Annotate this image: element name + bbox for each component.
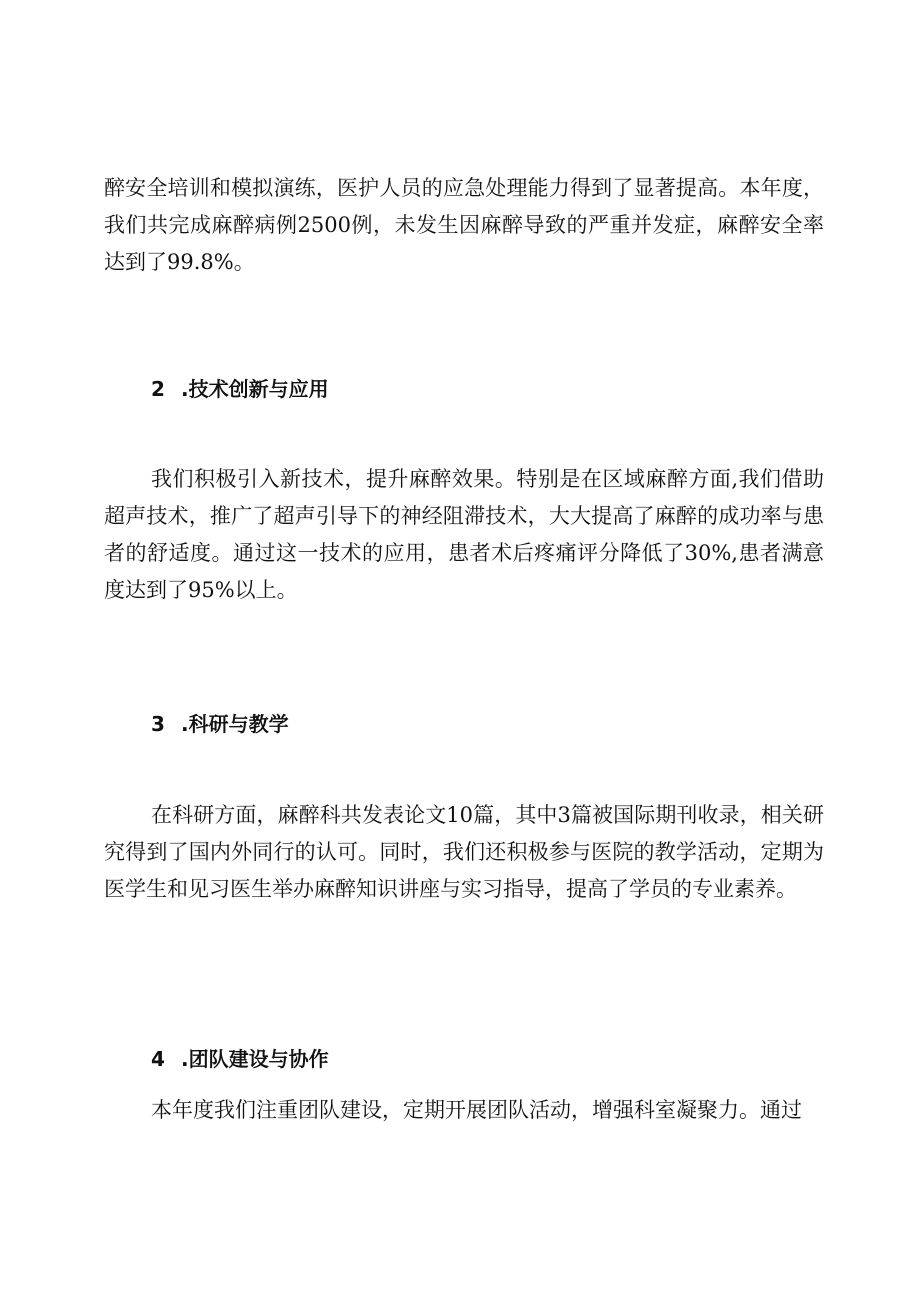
paragraph-anesthesia-safety: 醉安全培训和模拟演练，医护人员的应急处理能力得到了显著提高。本年度，我们共完成麻醉病例2500例，未发生因麻醉导致的严重并发症，麻醉安全率达到了99.8%。 (104, 176, 824, 274)
heading-title: .科研与教学 (181, 712, 289, 736)
heading-research-teaching (151, 709, 289, 739)
heading-team-building (151, 1044, 329, 1074)
paragraph-team: 本年度我们注重团队建设，定期开展团队活动，增强科室凝聚力。通过 (151, 1098, 802, 1122)
heading-number: 3 (151, 712, 165, 736)
paragraph-research: 在科研方面，麻醉科共发表论文10篇，其中3篇被国际期刊收录，相关研究得到了国内外同行的认可。同时，我们还积极参与医院的教学活动，定期为医学生和见习医生举办麻醉知识讲座与实习指导，提高了学员的专业素养。 (104, 803, 824, 901)
heading-technology-innovation (151, 374, 329, 404)
heading-number: 2 (151, 377, 165, 401)
heading-title: .团队建设与协作 (181, 1047, 329, 1071)
heading-number: 4 (151, 1047, 165, 1071)
paragraph-technology: 我们积极引入新技术，提升麻醉效果。特别是在区域麻醉方面,我们借助超声技术，推广了超声引导下的神经阻滞技术，大大提高了麻醉的成功率与患者的舒适度。通过这一技术的应用，患者术后疼痛评分降低了30%,患者满意度达到了95%以上。 (104, 467, 824, 602)
heading-title: .技术创新与应用 (181, 377, 329, 401)
